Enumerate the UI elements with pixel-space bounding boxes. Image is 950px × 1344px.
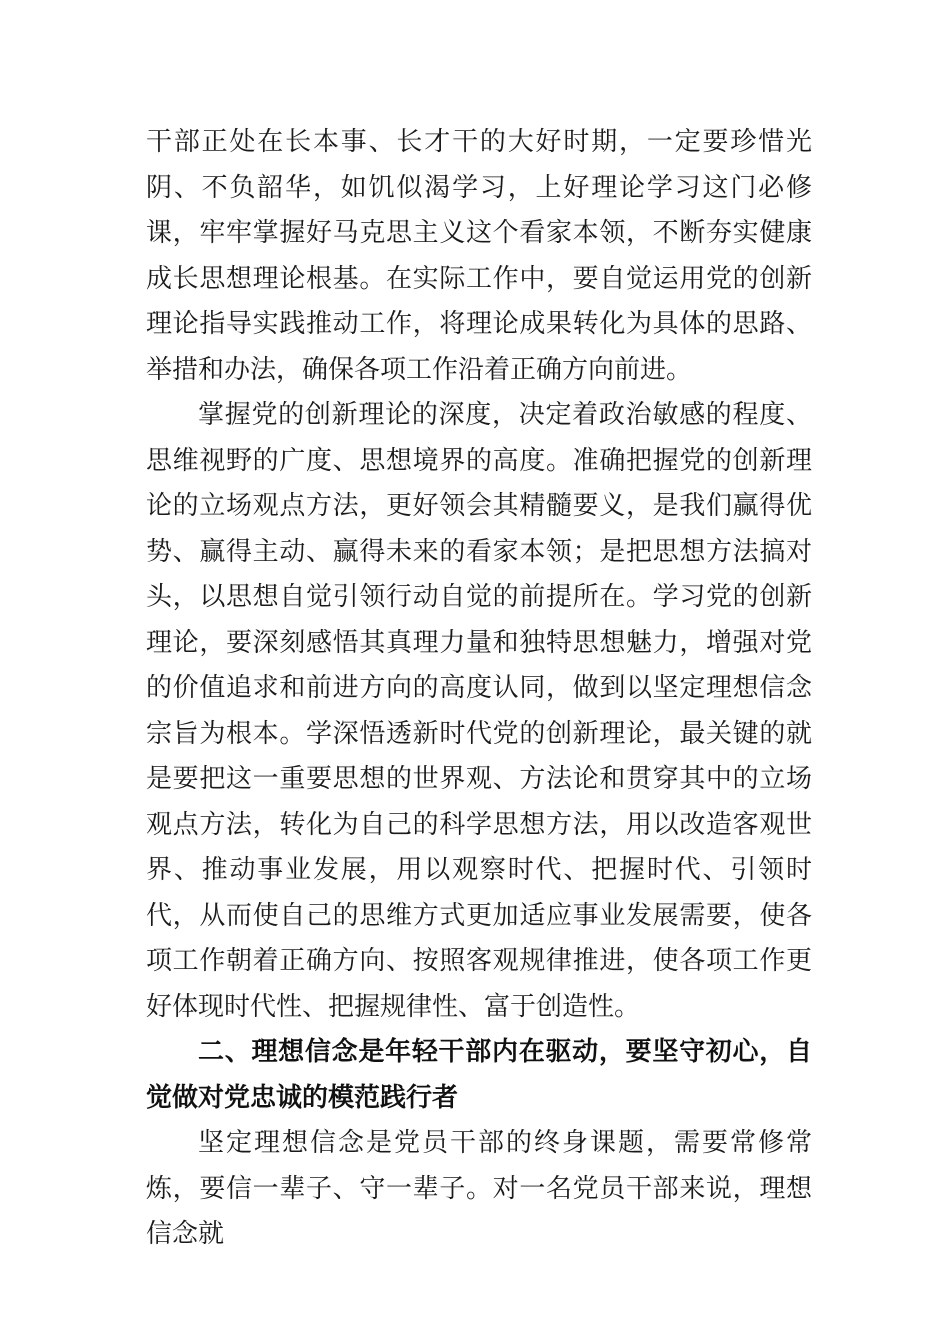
paragraph-theory-depth: 掌握党的创新理论的深度，决定着政治敏感的程度、思维视野的广度、思想境界的高度。准确把握党的创新理论的立场观点方法，更好领会其精髓要义，是我们赢得优势、赢得主动、赢得未来的看家本领；是把思想方法搞对头，以思想自觉引领行动自觉的前提所在。学习党的创新理论，要深刻感悟其真理力量和独特思想魅力，增强对党的价值追求和前进方向的高度认同，做到以坚定理想信念宗旨为根本。学深悟透新时代党的创新理论，最关键的就是要把这一重要思想的世界观、方法论和贯穿其中的立场观点方法，转化为自己的科学思想方法，用以改造客观世界、推动事业发展，用以观察时代、把握时代、引领时代，从而使自己的思维方式更加适应事业发展需要，使各项工作朝着正确方向、按照客观规律推进，使各项工作更好体现时代性、把握规律性、富于创造性。 bbox=[146, 400, 812, 1022]
paragraph-continued: 干部正处在长本事、长才干的大好时期，一定要珍惜光阴、不负韶华，如饥似渴学习，上好理论学习这门必修课，牢牢掌握好马克思主义这个看家本领，不断夯实健康成长思想理论根基。在实际工作中，要自觉运用党的创新理论指导实践推动工作，将理论成果转化为具体的思路、举措和办法，确保各项工作沿着正确方向前进。 bbox=[146, 127, 812, 385]
document-body bbox=[146, 120, 812, 1258]
section-heading-two: 二、理想信念是年轻干部内在驱动，要坚守初心，自觉做对党忠诚的模范践行者 bbox=[146, 1037, 812, 1113]
paragraph-ideals-beliefs: 坚定理想信念是党员干部的终身课题，需要常修常炼，要信一辈子、守一辈子。对一名党员干部来说，理想信念就 bbox=[146, 1128, 812, 1249]
